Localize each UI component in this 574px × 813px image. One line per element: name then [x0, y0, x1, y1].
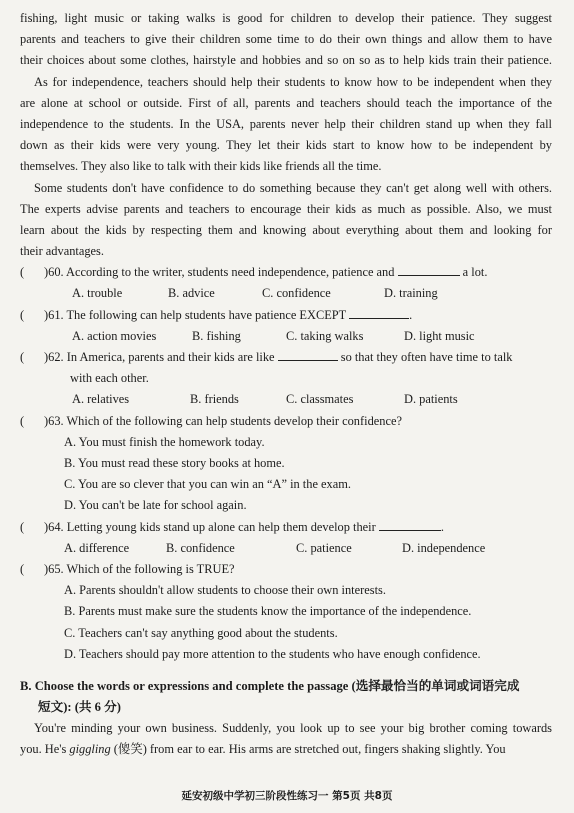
passage-line: down as their kids were very young. They let their kids start to know how to be independent by: [20, 138, 552, 153]
option-c[interactable]: C. You are so clever that you can win an “A” in the exam.: [64, 477, 351, 492]
question-60: [20, 262, 552, 304]
option-a[interactable]: A. difference: [64, 540, 130, 555]
option-a[interactable]: A. action movies: [72, 328, 157, 343]
question-61: [20, 305, 552, 347]
question-stem-end: so that they often have time to talk: [340, 350, 513, 365]
question-stem: )61. The following can help students have patience EXCEPT: [44, 307, 347, 322]
option-d[interactable]: D. light music: [404, 328, 475, 343]
page-footer: 延安初级中学初三阶段性练习一 第5页 共8页: [181, 790, 393, 802]
passage-line: their advantages.: [20, 244, 104, 259]
option-b[interactable]: B. confidence: [166, 540, 235, 555]
question-stem-end: a lot.: [462, 265, 488, 280]
question-65: [20, 559, 552, 665]
option-d[interactable]: D. independence: [402, 540, 486, 555]
answer-bracket[interactable]: (: [20, 307, 25, 322]
passage-line: Some students don't have confidence to do something because they can't get along well with others.: [34, 180, 552, 195]
passage-line: fishing, light music or taking walks is good for children to develop their patience. They suggest: [20, 11, 552, 25]
question-stem: )60. According to the writer, students need independence, patience and: [44, 265, 395, 280]
answer-bracket[interactable]: (: [20, 350, 25, 365]
answer-bracket[interactable]: (: [20, 413, 25, 428]
passage-line: are alone at school or outside. First of all, parents and teachers should teach the importance of the: [20, 95, 552, 110]
glossed-word: giggling: [69, 742, 111, 757]
answer-blank[interactable]: [278, 347, 338, 361]
question-64: [20, 517, 552, 559]
question-stem-continued: with each other.: [70, 371, 149, 386]
reading-passage: [20, 8, 552, 262]
passage-line: The experts advise parents and teachers to encourage their kids as much as possible. Also, we must: [20, 201, 552, 216]
answer-blank[interactable]: [398, 262, 460, 276]
option-c[interactable]: C. patience: [296, 540, 352, 555]
answer-blank[interactable]: [379, 517, 441, 531]
option-b[interactable]: B. friends: [190, 392, 239, 407]
option-c[interactable]: C. Teachers can't say anything good about the students.: [64, 625, 338, 640]
option-d[interactable]: D. training: [384, 286, 438, 301]
question-stem: )64. Letting young kids stand up alone can help them develop their: [44, 519, 376, 534]
passage-line: their choices about some clothes, hairstyle and hobbies and so on so as to help kids train their patience.: [20, 53, 552, 68]
question-stem: )63. Which of the following can help students develop their confidence?: [44, 413, 402, 428]
section-heading-continued: 短文): (共 6 分): [38, 699, 121, 714]
option-d[interactable]: D. Teachers should pay more attention to the students who have enough confidence.: [64, 646, 481, 661]
option-a[interactable]: A. relatives: [72, 392, 130, 407]
passage-line: As for independence, teachers should help their students to know how to be independent when they: [34, 74, 552, 89]
option-d[interactable]: D. You can't be late for school again.: [64, 498, 247, 513]
question-stem-end: .: [409, 307, 413, 322]
question-62: [20, 347, 552, 411]
option-c[interactable]: C. taking walks: [286, 328, 364, 343]
section-b: [20, 676, 552, 760]
option-b[interactable]: B. You must read these story books at home.: [64, 456, 285, 470]
option-c[interactable]: C. confidence: [262, 286, 331, 301]
question-stem: )62. In America, parents and their kids are like: [44, 350, 275, 365]
question-stem-end: .: [440, 519, 444, 534]
question-63: [20, 411, 552, 517]
passage-line: [20, 739, 552, 760]
passage-line: You're minding your own business. Suddenly, you look up to see your big brother coming towards: [34, 720, 552, 735]
section-heading: B. Choose the words or expressions and complete the passage (选择最恰当的单词或词语完成: [20, 678, 520, 693]
option-c[interactable]: C. classmates: [286, 392, 354, 407]
option-b[interactable]: B. Parents must make sure the students know the importance of the independence.: [64, 604, 472, 619]
answer-bracket[interactable]: (: [20, 265, 25, 280]
passage-line: learn about the kids by respecting them and knowing about everything about them and looking for: [20, 222, 552, 237]
passage-text: you. He's: [20, 742, 70, 757]
passage-line: parents and teachers to give their children some time to do their own things and allow them to have: [20, 32, 552, 47]
option-a[interactable]: A. You must finish the homework today.: [64, 434, 265, 449]
option-d[interactable]: D. patients: [404, 392, 458, 407]
option-b[interactable]: B. advice: [168, 286, 215, 301]
option-a[interactable]: A. trouble: [72, 286, 123, 301]
answer-blank[interactable]: [349, 305, 409, 319]
question-stem: )65. Which of the following is TRUE?: [44, 561, 235, 576]
passage-text: (傻笑) from ear to ear. His arms are stretched out, fingers shaking slightly. You: [110, 742, 506, 757]
passage-line: independence to the students. In the USA, parents never help their children stand up when they fall: [20, 116, 552, 131]
answer-bracket[interactable]: (: [20, 519, 25, 534]
option-b[interactable]: B. fishing: [192, 328, 241, 343]
answer-bracket[interactable]: (: [20, 561, 25, 576]
passage-line: themselves. They also like to talk with their kids like friends all the time.: [20, 159, 382, 174]
option-a[interactable]: A. Parents shouldn't allow students to choose their own interests.: [64, 583, 386, 598]
